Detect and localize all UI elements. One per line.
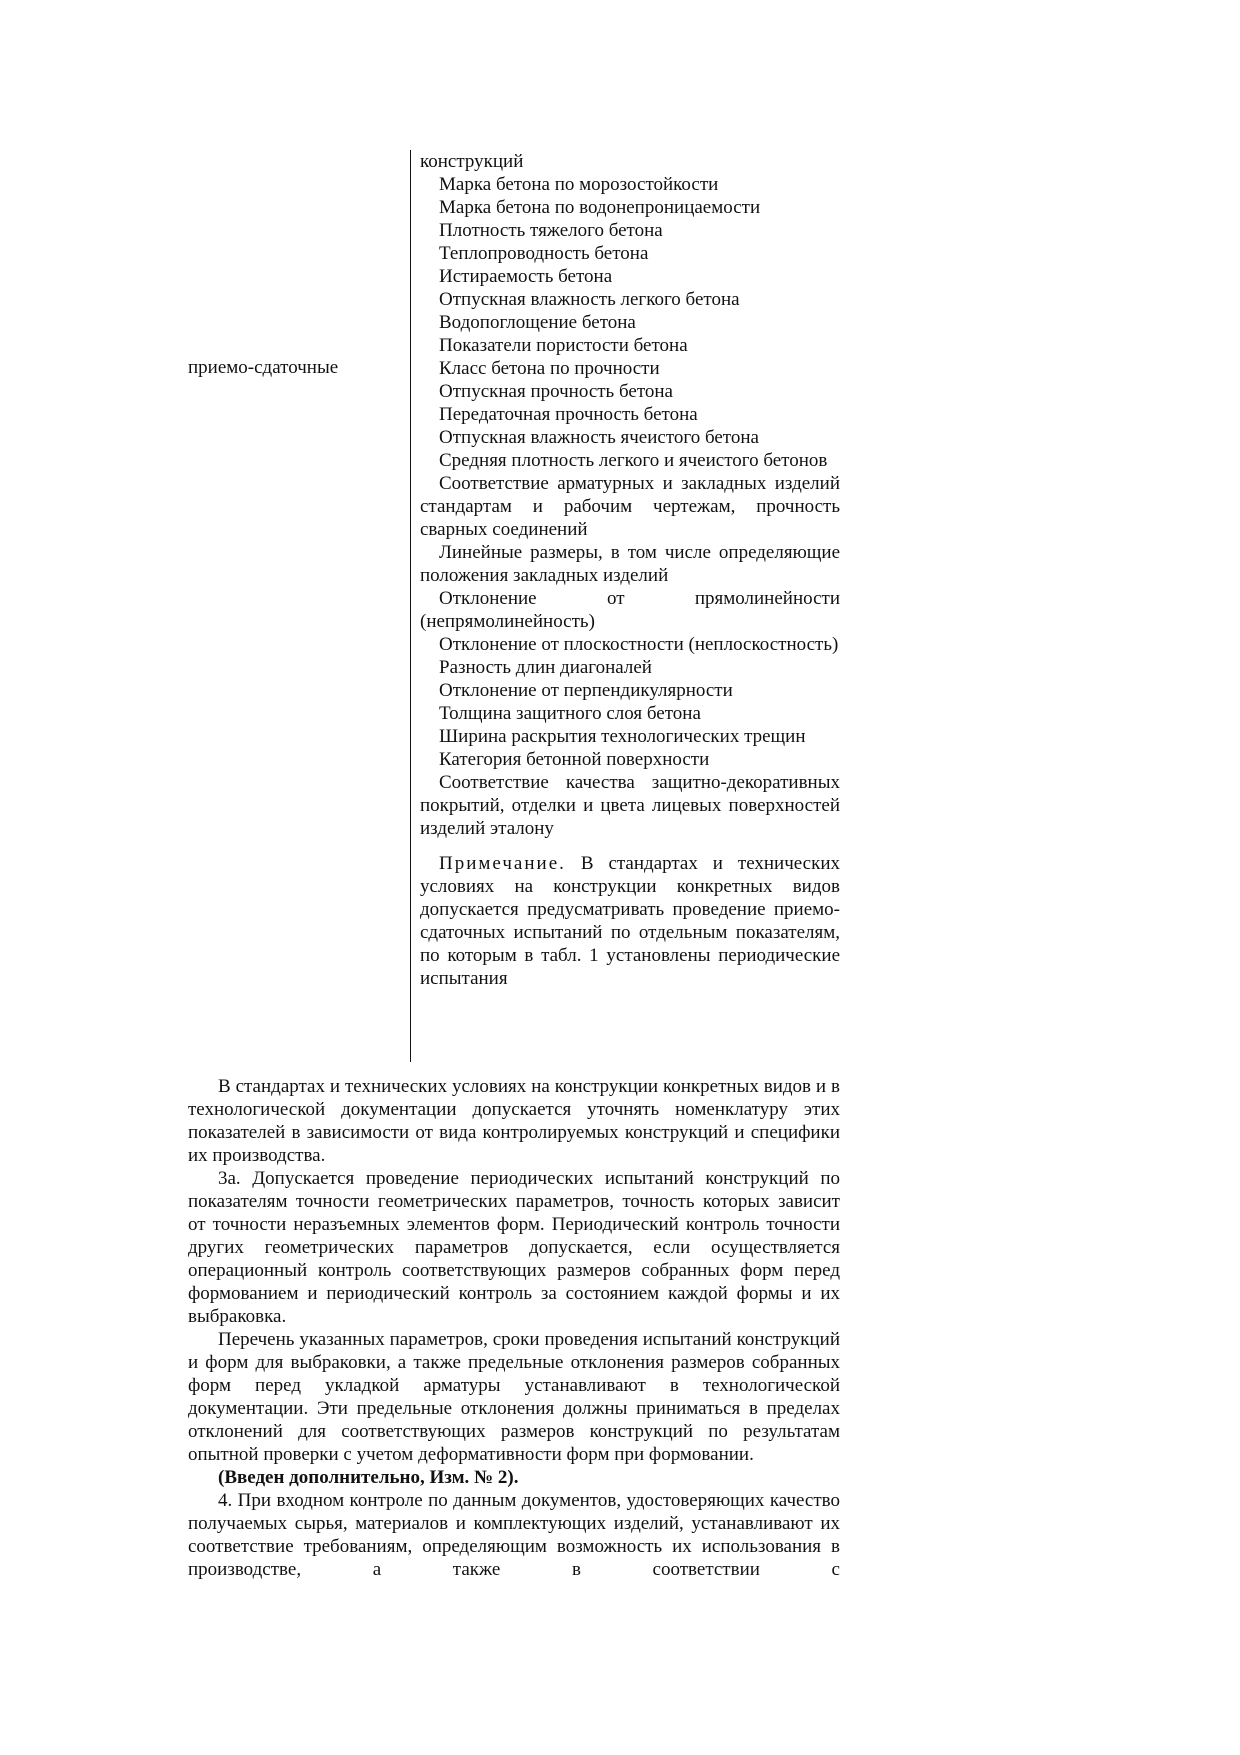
paragraph: 3а. Допускается проведение периодических испытаний конструкций по показателям точности геометрических параметров, точность которых зависит от точности неразъемных элементов форм. Периодический контроль точности других геометрических параметров допускается, если осуществляется операционный контроль соответствующих размеров собранных форм перед формованием и периодический контроль за состоянием каждой формы и их выбраковка. bbox=[188, 1168, 840, 1327]
indicator-item: Теплопроводность бетона bbox=[439, 243, 649, 264]
indicator-item: Истираемость бетона bbox=[439, 266, 613, 287]
tests-table bbox=[188, 150, 840, 1062]
note-label: Примечание. bbox=[439, 853, 566, 874]
indicator-item: Плотность тяжелого бетона bbox=[439, 220, 663, 241]
indicator-item: Марка бетона по водонепроницаемости bbox=[439, 197, 761, 218]
note-text: В стандартах и технических условиях на конструкции конкретных видов допускается предусматривать проведение приемо-сдаточных испытаний по отдельным показателям, по которым в табл. 1 установлены периодические испытания bbox=[420, 853, 841, 989]
test-type-column bbox=[188, 150, 410, 1062]
indicator-item: Класс бетона по прочности bbox=[439, 358, 660, 379]
test-type-label: приемо-сдаточные bbox=[188, 357, 339, 378]
amendment-note: (Введен дополнительно, Изм. № 2). bbox=[218, 1467, 519, 1488]
paragraph: Перечень указанных параметров, сроки проведения испытаний конструкций и форм для выбраковки, а также предельные отклонения размеров собранных форм перед укладкой арматуры устанавливают в технологической документации. Эти предельные отклонения должны приниматься в пределах отклонений для соответствующих размеров конструкций по результатам опытной проверки с учетом деформативности форм при формовании. bbox=[188, 1329, 840, 1465]
indicator-item: Марка бетона по морозостойкости bbox=[439, 174, 719, 195]
indicator-item: Ширина раскрытия технологических трещин bbox=[439, 726, 806, 747]
paragraph: 4. При входном контроле по данным документов, удостоверяющих качество получаемых сырья, материалов и комплектующих изделий, устанавливают их соответствие требованиям, определяющим возможность их использования в производстве, а также в соответствии с bbox=[188, 1490, 840, 1580]
indicators-column bbox=[420, 150, 840, 1009]
indicator-item: Линейные размеры, в том числе определяющие положения закладных изделий bbox=[420, 542, 840, 586]
indicator-item: Отпускная влажность ячеистого бетона bbox=[439, 427, 759, 448]
indicator-item: Средняя плотность легкого и ячеистого бетонов bbox=[439, 450, 828, 471]
indicator-item: Отпускная влажность легкого бетона bbox=[439, 289, 740, 310]
indicator-item: Отклонение от плоскостности (неплоскостность) bbox=[439, 634, 839, 655]
indicator-item: конструкций bbox=[420, 151, 524, 172]
indicator-item: Водопоглощение бетона bbox=[439, 312, 636, 333]
indicator-item: Показатели пористости бетона bbox=[439, 335, 688, 356]
indicator-item: Передаточная прочность бетона bbox=[439, 404, 698, 425]
indicator-item: Категория бетонной поверхности bbox=[439, 749, 710, 770]
column-divider bbox=[410, 150, 411, 1062]
indicator-item: Соответствие качества защитно-декоративных покрытий, отделки и цвета лицевых поверхностей изделий эталону bbox=[420, 772, 840, 839]
body-text bbox=[188, 1075, 840, 1581]
table-note bbox=[420, 852, 840, 990]
indicator-item: Отпускная прочность бетона bbox=[439, 381, 673, 402]
indicator-item: Отклонение от перпендикулярности bbox=[439, 680, 733, 701]
paragraph: В стандартах и технических условиях на конструкции конкретных видов и в технологической документации допускается уточнять номенклатуру этих показателей в зависимости от вида контролируемых конструкций и специфики их производства. bbox=[188, 1076, 840, 1166]
indicator-item: Разность длин диагоналей bbox=[439, 657, 652, 678]
indicator-item: Отклонение от прямолинейности (непрямолинейность) bbox=[420, 588, 840, 632]
indicator-item: Соответствие арматурных и закладных изделий стандартам и рабочим чертежам, прочность сварных соединений bbox=[420, 473, 840, 540]
indicator-item: Толщина защитного слоя бетона bbox=[439, 703, 701, 724]
